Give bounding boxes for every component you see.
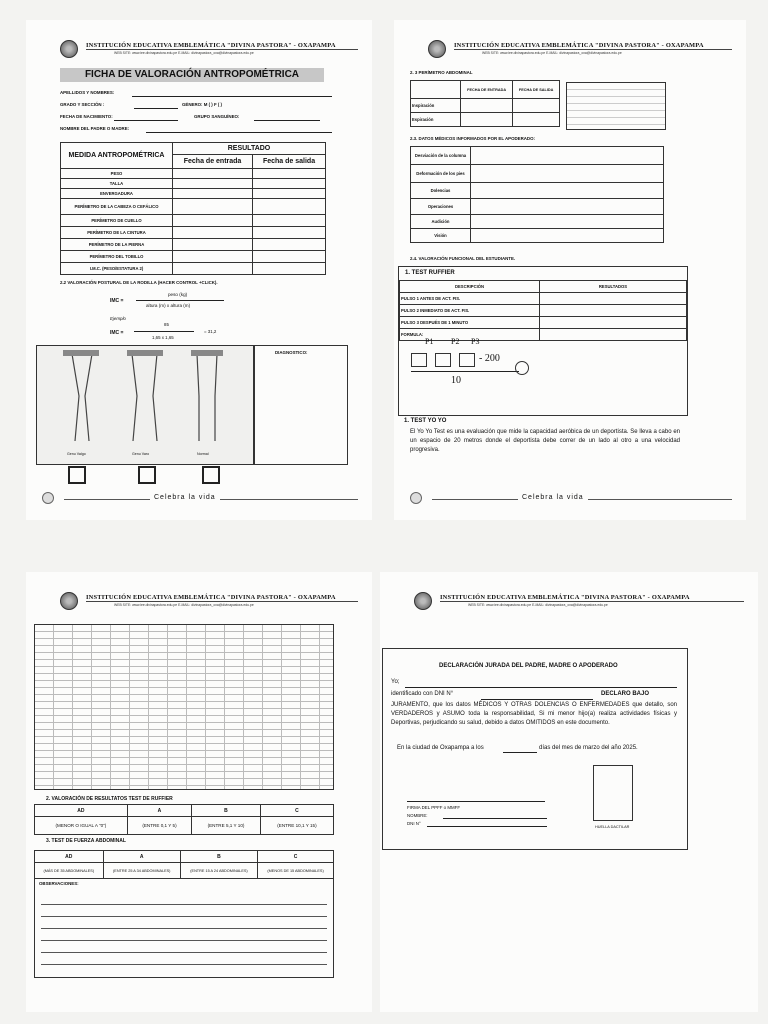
institution-name: INSTITUCIÓN EDUCATIVA EMBLEMÁTICA "DIVINA PASTORA" - OXAPAMPA [440,594,690,601]
row-label: I.M.C. (PESO/ESTATURA 2) [61,263,173,275]
school-logo-icon [60,40,78,58]
institution-name: INSTITUCIÓN EDUCATIVA EMBLEMÁTICA "DIVINA PASTORA" - OXAPAMPA [454,42,704,49]
web-info: WEB SITE: www.iee.divinapastora.edu.pe E-MAIL: divinapastora_oxa@divinapastora.edu.pe [482,51,622,55]
page-header [32,40,366,64]
firma-label: FIRMA DEL PPFF o MMFF [407,805,461,810]
field-grade-label: GRADO Y SECCIÓN : [60,102,105,107]
section-abdominal: 3. TEST DE FUERZA ABDOMINAL [46,838,126,844]
table-row [61,215,326,227]
field-blood-label: GRUPO SANGUÍNEO: [194,114,240,119]
declaration-body: JURAMENTO, que los datos MÉDICOS Y OTRAS DOLENCIAS O ENFERMEDADES que detallo, son VERDADEROS y ASUMO toda la responsabilidad, Si mi menor hijo(a) realiza actividades físicas y Deportivas, perjudicando su salud, debido a datos OMITIDOS en este documento. [391,702,677,726]
declaration-box [382,648,688,850]
field-birth-label: FECHA DE NACIMIENTO: [60,114,113,119]
signature-line[interactable] [407,801,545,802]
dni-line[interactable] [481,699,593,700]
section-ruffier-results: 2. VALORACIÓN DE RESULTATOS TEST DE RUFFIER [46,796,173,802]
yoyo-title: 1. TEST YO YO [404,418,447,424]
row-label: PERÍMETRO DE LA CINTURA [61,227,173,239]
table-row [61,199,326,215]
school-logo-icon [60,592,78,610]
yoyo-description: El Yo Yo Test es una evaluación que mide la capacidad aeróbica de un deportista. Se lleva a cabo en un espacio de 20 metros donde el deportista debe correr de un lado al otro a una velocidad progresiva. [410,429,680,453]
p3-box[interactable] [459,353,475,367]
reference-thumbnail [566,82,666,130]
table-row: Operaciones [411,199,664,215]
table-row [61,179,326,189]
col-fecha-entrada: Fecha de entrada [173,155,253,169]
imc-denominator: altura (m) x altura (m) [146,303,191,308]
fingerprint-box[interactable] [593,765,633,821]
imc-label: IMC = [110,298,124,304]
section-2-3: 2. 3 PERÍMETRO ABDOMINAL [410,70,473,75]
table-row: PULSO 1 ANTES DE ACT. FIS. [400,293,687,305]
dni-sign-line[interactable] [427,826,547,827]
page-footer [400,492,740,506]
table-row: Inspiración [411,99,560,113]
table-row [61,169,326,179]
observation-lines [41,893,327,973]
nombre-line[interactable] [443,818,547,819]
table-row: Deformación de los pies [411,165,664,183]
reference-grid-table [34,624,334,790]
col-entrada: FECHA DE ENTRADA [461,81,513,99]
ruffier-box [398,266,688,416]
table-row: Desviación de la columna [411,147,664,165]
example-label: Ejemplo [110,316,126,321]
table-row [61,251,326,263]
huella-label: HUELLA DACTILAR [595,825,630,829]
table-row: Dolencias [411,183,664,199]
example-result: = 31,2 [204,329,217,334]
row-label: PERÍMETRO DE LA PIERNA [61,239,173,251]
field-gender-label: GÉNERO: M ( ) F ( ) [182,102,222,107]
field-birth-line[interactable] [114,120,178,121]
field-names-label: APELLIDOS Y NOMBRES: [60,90,115,95]
page-title: FICHA DE VALORACIÓN ANTROPOMÉTRICA [60,68,324,82]
table-row [61,263,326,275]
declaration-title: DECLARACIÓN JURADA DEL PADRE, MADRE O APODERADO [439,663,618,669]
footer-logo-icon [42,492,54,504]
field-names-line[interactable] [132,96,332,97]
page-header [400,40,740,64]
section-2-2: 2.2 VALORACIÓN POSTURAL DE LA RODILLA (HACER CONTROL +CLICK). [60,280,218,285]
page-ruffier-results [26,572,372,1012]
dni-label: DNI N° [407,821,421,826]
day-line[interactable] [503,752,537,753]
table-row: Visión [411,229,664,243]
city-text-end: días del mes de marzo del año 2025. [539,745,638,751]
col-salida: FECHA DE SALIDA [513,81,560,99]
col-resultado: RESULTADO [173,143,326,155]
page-header [386,592,752,616]
table-row: Espiración [411,113,560,127]
ruffier-table: DESCRIPCIÓN RESULTADOS PULSO 1 ANTES DE ACT. FIS. PULSO 2 INMEDIATO DE ACT. FIS. PULSO 3 DESPUÉS DE 1 MINUTO FORMULA: [399,280,687,341]
knee-label: Genu Varo [132,452,150,456]
institution-name: INSTITUCIÓN EDUCATIVA EMBLEMÁTICA "DIVINA PASTORA" - OXAPAMPA [86,42,336,49]
ruffier-title: 1. TEST RUFFIER [405,270,455,276]
page-declaration [380,572,758,1012]
field-parent-line[interactable] [146,132,332,133]
abdominal-table [410,80,560,127]
row-label: ENVERGADURA [61,189,173,199]
row-label: PESO [61,169,173,179]
knee-legs-illustration [37,346,255,466]
field-grade-line[interactable] [134,108,178,109]
example-denominator: 1,65 x 1,65 [152,335,174,340]
yo-label: Yo; [391,679,400,685]
table-row: PULSO 2 INMEDIATO DE ACT. FIS. [400,305,687,317]
p1-box[interactable] [411,353,427,367]
table-row [61,239,326,251]
diagnostico-box[interactable] [254,345,348,465]
ruffier-results-table: AD A B C (MENOR O IGUAL A "0") (ENTRE 0,1 Y 5) (ENTRE 5,1 Y 10) (ENTRE 10,1 Y 15) [34,804,334,835]
web-info: WEB SITE: www.iee.divinapastora.edu.pe E-MAIL: divinapastora_oxa@divinapastora.edu.pe [468,603,608,607]
imc-numerator: peso (kg) [168,292,188,297]
row-label: PERÍMETRO DE CUELLO [61,215,173,227]
formula-minus: - 200 [479,353,500,364]
knee-label: Genu Valgo [67,452,86,456]
row-label: PERÍMETRO DE LA CABEZA O CEFÁLICO [61,199,173,215]
p2-box[interactable] [435,353,451,367]
table-row: Audición [411,215,664,229]
page-anthropometric [26,20,372,520]
section-2-4: 2.4. VALORACIÓN FUNCIONAL DEL ESTUDIANTE. [410,256,516,261]
formula-p3: P3 [471,337,480,346]
school-logo-icon [414,592,432,610]
institution-name: INSTITUCIÓN EDUCATIVA EMBLEMÁTICA "DIVINA PASTORA" - OXAPAMPA [86,594,336,601]
example-numerator: 85 [164,322,169,327]
table-row [61,189,326,199]
formula-denominator: 10 [451,375,461,386]
formula-p2: P2 [451,337,460,346]
checkbox-genu-varo[interactable] [138,466,156,484]
col-fecha-salida: Fecha de salida [253,155,326,169]
row-label: PERÍMETRO DEL TOBILLO [61,251,173,263]
page-footer [32,492,366,506]
page-header [32,592,366,616]
diagnostico-label: DIAGNOSTICO: [275,350,308,355]
table-row [61,227,326,239]
city-text: En la ciudad de Oxapampa a los [397,745,484,751]
result-circle[interactable] [515,361,529,375]
table-row: FORMULA: [400,329,687,341]
formula-p1: P1 [425,337,434,346]
checkbox-normal[interactable] [202,466,220,484]
footer-text: Celebra la vida [150,494,220,501]
nombre-label: NOMBRE: [407,813,428,818]
school-logo-icon [428,40,446,58]
medical-table [410,146,664,243]
anthropometric-table [60,142,326,275]
yo-line[interactable] [405,687,677,688]
declaro-text: DECLARO BAJO [601,691,650,697]
web-info: WEB SITE: www.iee.divinapastora.edu.pe E-MAIL: divinapastora_oxa@divinapastora.edu.pe [114,51,254,55]
imc-label-2: IMC = [110,330,124,336]
row-label: TALLA [61,179,173,189]
field-parent-label: NOMBRE DEL PADRE O MADRE: [60,126,130,131]
dni-text: identificado con DNI N° [391,691,454,697]
observaciones-box[interactable] [34,878,334,978]
footer-text: Celebra la vida [518,494,588,501]
checkbox-genu-valgo[interactable] [68,466,86,484]
knee-posture-image [36,345,254,465]
abdominal-results-table: AD A B C (MÁS DE 35 ABDOMINALES) (ENTRE 25 A 34 ABDOMINALES) (ENTRE 15 A 24 ABDOMINALES) (MENOS DE 15 ABDOMINALES) [34,850,334,879]
web-info: WEB SITE: www.iee.divinapastora.edu.pe E-MAIL: divinapastora_oxa@divinapastora.edu.pe [114,603,254,607]
field-blood-line[interactable] [254,120,320,121]
knee-label: Normal [197,452,209,456]
footer-logo-icon [410,492,422,504]
observaciones-label: OBSERVACIONES: [39,881,79,886]
table-row: PULSO 3 DESPUÉS DE 1 MINUTO [400,317,687,329]
page-medical [394,20,746,520]
col-medida: MEDIDA ANTROPOMÉTRICA [61,143,173,169]
section-medical: 2.3. DATOS MÉDICOS INFORMADOS POR EL APODERADO: [410,136,535,141]
